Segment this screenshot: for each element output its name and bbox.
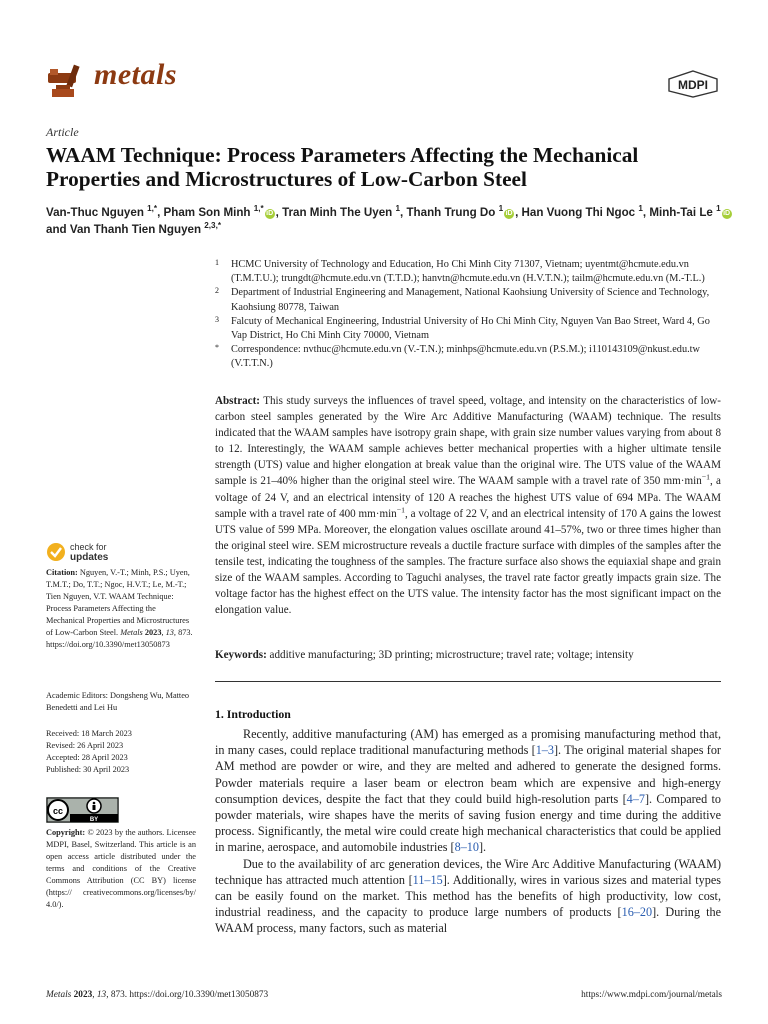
author-name[interactable]: Van-Thuc Nguyen	[46, 206, 144, 219]
academic-editors: Academic Editors: Dongsheng Wu, Matteo Benedetti and Lei Hu	[46, 691, 190, 712]
affiliation-mark: 2	[215, 286, 219, 296]
author-affil-mark: 1,*	[147, 204, 158, 214]
journal-logo-icon	[46, 61, 88, 99]
footer-volume: 13	[96, 990, 107, 1000]
affiliation-text: Falcuty of Mechanical Engineering, Industrial University of Ho Chi Minh City, Nguyen Van Bao Street, Ward 4, Go Vap District, Ho Chi Minh City 70000, Vietnam	[231, 315, 710, 342]
journal-name: metals	[94, 58, 177, 91]
author-affil-mark: 1	[395, 204, 400, 214]
author-affil-mark: 1	[716, 204, 721, 214]
author-name[interactable]: Van Thanh Tien Nguyen	[69, 223, 202, 236]
affiliations	[215, 258, 725, 372]
author-affil-mark: 1	[638, 204, 643, 214]
copyright-label: Copyright:	[46, 828, 86, 837]
paragraph	[215, 726, 721, 856]
author-conjunction: and	[46, 223, 67, 236]
paragraph-text: ]. Compared to powder materials, wire shapes have the merits of saving fusion energy and time during the additive process. Significantly, the metal wire could create high mechanical characteristics that could be applied in marine, aerospace, and automobile industries [	[215, 791, 722, 855]
abstract-label: Abstract:	[215, 395, 260, 407]
paragraph	[215, 856, 721, 937]
reference-link[interactable]: 11–15	[412, 872, 443, 887]
affiliation-mark: 3	[215, 314, 219, 324]
author-list: Van-Thuc Nguyen $^{1,*}$, Pham Son Minh $^{1,*}$iD , Tran Minh The Uyen $^1$, Thanh Trung Do $^1$iD , Han Vuong Thi Ngoc $^1$, Minh-Tai Le $^1$iD and Van Thanh Tien Nguyen $^{2,3,*}$	[46, 204, 731, 236]
orcid-icon[interactable]: iD	[505, 210, 513, 217]
reference-link[interactable]: 8–10	[454, 840, 479, 855]
introduction-body	[215, 726, 721, 937]
citation-volume: 13	[165, 628, 174, 637]
check-for-updates-badge[interactable]	[46, 540, 176, 568]
copyright-text: © 2023 by the authors. Licensee MDPI, Basel, Switzerland. This article is an open access article distributed under the terms and conditions of the Creative Commons Attribution (CC BY) license (https:// creativecommons.org/licenses/by/ 4.0/).	[46, 828, 196, 909]
keywords-label: Keywords:	[215, 649, 267, 661]
date-published: Published: 30 April 2023	[46, 765, 130, 774]
publication-dates	[46, 728, 196, 776]
footer-journal: Metals	[46, 990, 72, 1000]
affiliation-text: Department of Industrial Engineering and Management, National Kaohsiung University of Science and Technology, Kaohsiung 80778, Taiwan	[231, 287, 710, 313]
citation-label: Citation:	[46, 568, 78, 577]
affiliation-item	[215, 258, 725, 286]
paragraph-text: ]. The original material shapes for AM method are powder or wire, and they are melted and adhered to generate the designed forms. Powder materials require a laser beam or electron beam which are expensive and high-energy consumption devices, despite the fact that they could build high-resolution parts [	[215, 743, 721, 806]
abstract	[215, 393, 721, 618]
keywords	[215, 648, 721, 663]
svg-text:cc: cc	[52, 806, 64, 816]
citation-year: 2023	[144, 628, 162, 637]
affiliation-text: HCMC University of Technology and Education, Ho Chi Minh City 71307, Vietnam; uyentmt@hcmute.edu.vn (T.M.T.U.); trungdt@hcmute.edu.vn (T.T.D.); hanvtn@hcmute.edu.vn (H.V.T.N.); tailm@hcmute.edu.vn (M.-T.L.)	[231, 259, 705, 285]
orcid-icon[interactable]: iD	[266, 210, 274, 217]
citation-text: Nguyen, V.-T.; Minh, P.S.; Uyen, T.M.T.; Do, T.T.; Ngoc, H.V.T.; Le, M.-T.; Tien Nguyen, V.T. WAAM Technique: Process Parameters Affecting the Mechanical Properties and Microstructures of Low-Carbon Steel.	[46, 568, 190, 637]
article-type: Article	[46, 125, 79, 139]
paper-title: WAAM Technique: Process Parameters Affecting the Mechanical Properties and Microstructures of Low-Carbon Steel	[46, 143, 639, 191]
unit-exponent: −1	[701, 472, 711, 482]
citation-doi[interactable]: , 873. https://doi.org/10.3390/met13050873	[46, 628, 193, 649]
footer-journal-url[interactable]: https://www.mdpi.com/journal/metals	[581, 990, 722, 1000]
citation-journal: Metals	[120, 628, 143, 637]
footer-year: 2023	[73, 990, 93, 1000]
date-accepted: Accepted: 28 April 2023	[46, 753, 128, 762]
cc-by-label: BY	[89, 817, 99, 823]
affiliation-mark: 1	[215, 258, 219, 267]
mdpi-logo	[667, 70, 719, 98]
paragraph-text: Due to the availability of arc generation devices, the Wire Arc Additive Manufacturing (WAAM) technique has attracted much attention [	[215, 856, 721, 887]
keywords-text: additive manufacturing; 3D printing; microstructure; travel rate; voltage; intensity	[269, 649, 634, 661]
affiliation-item	[215, 315, 725, 343]
paragraph-text: Recently, additive manufacturing (AM) has emerged as a promising manufacturing method that, in many cases, could replace traditional manufacturing methods [	[215, 727, 721, 758]
check-updates-text	[70, 542, 108, 563]
author-name[interactable]: Han Vuong Thi Ngoc	[521, 206, 636, 219]
date-received: Received: 18 March 2023	[46, 729, 132, 738]
cc-by-license-icon[interactable]	[46, 797, 119, 823]
author-affil-mark: 2,3,*	[204, 221, 221, 231]
section-heading: 1. Introduction	[215, 707, 291, 721]
author-affil-mark: 1	[498, 204, 504, 214]
section-divider	[215, 681, 721, 682]
footer-doi[interactable]: , 873. https://doi.org/10.3390/met13050873	[106, 990, 269, 1000]
copyright-block	[46, 827, 196, 911]
abstract-text: , a voltage of 22 V, and an electrical intensity of 170 A gains the lowest UTS value of 599 MPa. Moreover, the elongation values oscillate around 41–57%, two or three times higher than the original steel wire. SEM microstructure reveals a ductile fracture surface with dimples of the samples after the tensile test, indicating the toughness of the samples. The fracture surface also shows the equiaxial shape and grain size of the WAAM samples. According to Taguchi analyses, the travel rate factor greatly impacts grain size. The voltage factor has the highest effect on the UTS value. The intensity factor has the most significant impact on the elongation value.	[215, 507, 721, 617]
paragraph-text: ]. Additionally, wires in various sizes and material types can be easily found on the market. This method has the benefits of high productivity, low cost, industrial readiness, and the capacity to produce large numbers of products [	[215, 872, 721, 920]
affiliation-item	[215, 286, 725, 314]
author-name[interactable]: Tran Minh The Uyen	[282, 206, 393, 219]
affiliation-mark: *	[215, 343, 219, 353]
abstract-text: , a voltage of 24 V, and an electrical intensity of 120 A reaches the highest UTS value of 694 MPa. The WAAM sample with a travel rate of 400 mm·min	[215, 475, 721, 520]
reference-link[interactable]: 1–3	[535, 743, 554, 758]
abstract-text: This study surveys the influences of travel speed, voltage, and intensity on the characteristics of low-carbon steel samples generated by the Wire Arc Additive Manufacturing (WAAM) technique. The results indicated that the WAAM samples have isotropy grain shape, with grain size number values varying from about 8 to 12. Interestingly, the WAAM sample achieves better mechanical properties with a higher ultimate tensile strength (UTS) value and higher elongation at break value than the original wire. The UTS value of the WAAM sample is 21–40% higher than the original steel wire. The WAAM sample with a travel rate of 350 mm·min	[215, 395, 721, 488]
reference-link[interactable]: 4–7	[626, 791, 645, 806]
reference-link[interactable]: 16–20	[621, 905, 653, 920]
author-affil-mark: 1,*	[253, 204, 264, 214]
affiliation-text: Correspondence: nvthuc@hcmute.edu.vn (V.-T.N.); minhps@hcmute.edu.vn (P.S.M.); i110143109@nkust.edu.tw (V.T.T.N.)	[231, 344, 700, 370]
paragraph-text: ].	[478, 840, 487, 855]
unit-exponent: −1	[396, 504, 405, 514]
check-updates-line: check for	[70, 542, 107, 552]
author-name[interactable]: Minh-Tai Le	[649, 206, 713, 219]
check-updates-icon	[46, 542, 66, 562]
mdpi-logo-text: MDPI	[678, 78, 708, 92]
citation-block: Citation: Nguyen, V.-T.; Minh, P.S.; Uyen, T.M.T.; Do, T.T.; Ngoc, H.V.T.; Le, M.-T.; Tien Nguyen, V.T. WAAM Technique: Process Parameters Affecting the Mechanical Properties and Microstructures of Low-Carbon Steel. Metals 2023, 13, 873. https://doi.org/10.3390/met13050873	[46, 568, 193, 649]
paragraph-text: ]. During the WAAM process, many factors, such as material	[215, 905, 721, 936]
author-name[interactable]: Pham Son Minh	[163, 206, 251, 219]
date-revised: Revised: 26 April 2023	[46, 741, 124, 750]
orcid-icon[interactable]: iD	[723, 210, 731, 217]
author-name[interactable]: Thanh Trung Do	[406, 206, 496, 219]
affiliation-item	[215, 343, 725, 371]
footer-citation: Metals 2023, 13, 873. https://doi.org/10.3390/met13050873	[46, 990, 269, 1000]
check-updates-line: updates	[70, 552, 109, 563]
